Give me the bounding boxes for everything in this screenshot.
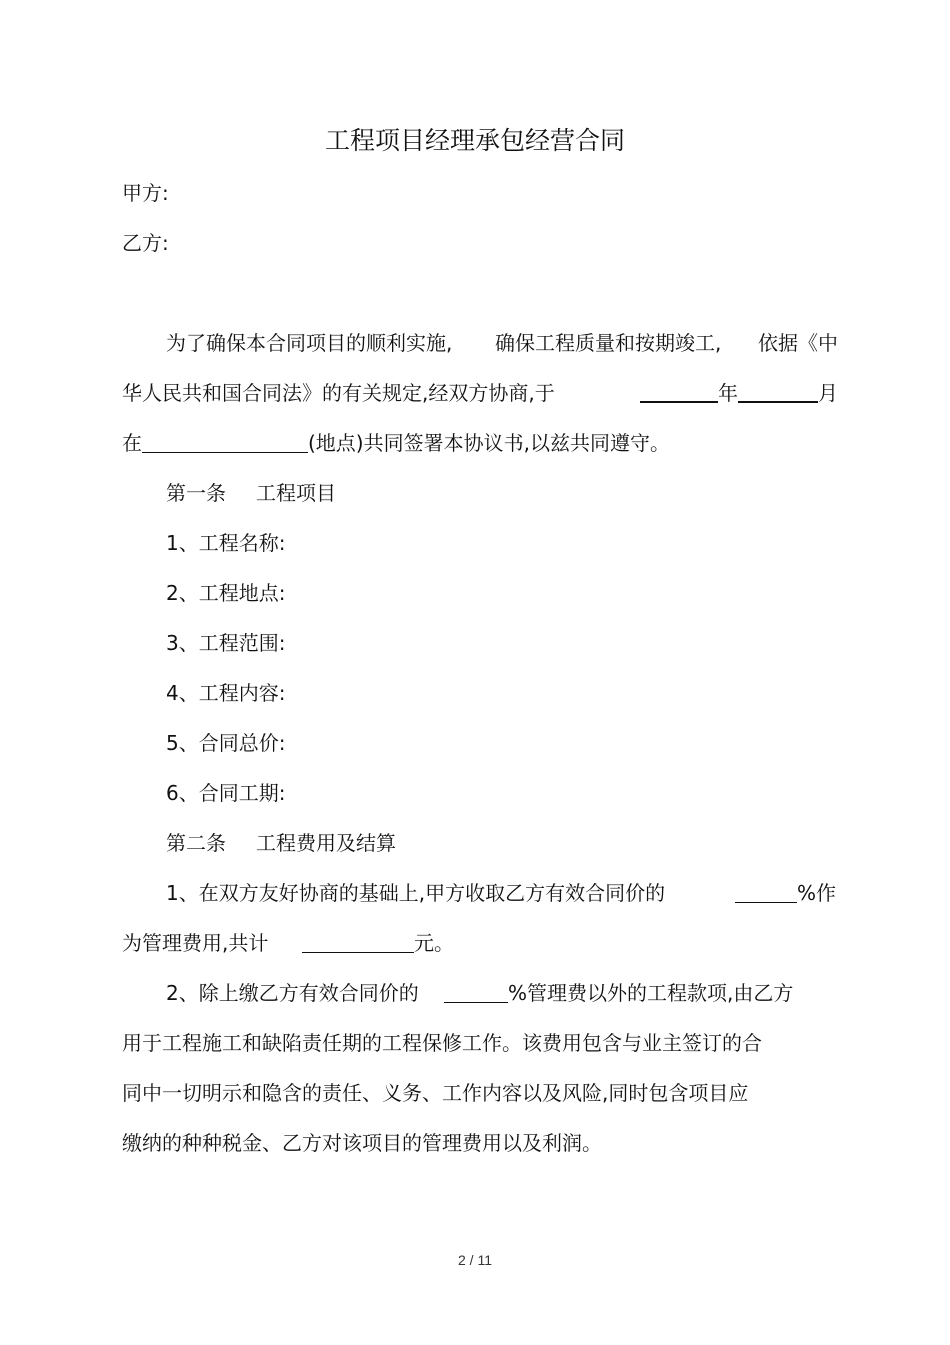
article-2-number: 第二条 [166,831,226,855]
article-2-p2-line-1 [166,980,419,1006]
article-2-text: 为管理费用,共计 [122,931,269,955]
party-b-label: 乙方: [122,231,169,255]
page-number: 2 / 11 [458,1252,492,1268]
article-2-p1-line-2 [122,930,268,956]
article-2-text: %作 [797,881,837,905]
article-2-p2-line-4: 缴纳的种种税金、乙方对该项目的管理费用以及利润。 [122,1131,602,1155]
month-label: 月 [818,381,838,405]
article-2-p2-line-1b [444,980,793,1006]
article-1-heading: 工程项目 [256,481,336,505]
article-2-text: 2、除上缴乙方有效合同价的 [166,981,419,1005]
article-2-p1-line-1b [735,880,836,906]
article-2-p1-line-1 [166,880,665,906]
intro-line-2-date [640,380,838,406]
intro-text: 华人民共和国合同法》的有关规定,经双方协商,于 [122,381,555,405]
intro-line-3 [122,430,670,456]
intro-text: (地点)共同签署本协议书,以兹共同遵守。 [308,431,670,455]
year-blank[interactable] [640,381,718,403]
article-2-p2-line-2: 用于工程施工和缺陷责任期的工程保修工作。该费用包含与业主签订的合 [122,1031,762,1055]
article-1-item: 2、工程地点: [166,581,286,605]
article-2-text: 1、在双方友好协商的基础上,甲方收取乙方有效合同价的 [166,881,666,905]
intro-text: 确保工程质量和按期竣工, [495,331,722,355]
article-1-item: 4、工程内容: [166,681,286,705]
article-1-item: 1、工程名称: [166,531,286,555]
intro-text: 为了确保本合同项目的顺利实施, [166,331,453,355]
document-title: 工程项目经理承包经营合同 [324,126,625,155]
mgmt-percent-blank[interactable] [444,982,508,1003]
intro-line-2 [122,380,555,406]
location-blank[interactable] [142,432,308,453]
article-2-p1-line-2b [302,930,454,956]
article-1-item: 6、合同工期: [166,781,286,805]
month-blank[interactable] [738,381,818,403]
article-1-item: 3、工程范围: [166,631,286,655]
intro-line-1c [758,330,838,356]
article-2-text: %管理费以外的工程款项,由乙方 [508,981,794,1005]
intro-line-1b [495,330,721,356]
intro-line-1 [166,330,452,356]
article-2-heading: 工程费用及结算 [256,831,396,855]
intro-text: 依据《中 [758,331,838,355]
article-2-text: 元。 [414,931,454,955]
fee-amount-blank[interactable] [302,932,414,953]
article-1-number: 第一条 [166,481,226,505]
fee-percent-blank[interactable] [735,882,797,903]
party-a-label: 甲方: [122,181,169,205]
article-2-p2-line-3: 同中一切明示和隐含的责任、义务、工作内容以及风险,同时包含项目应 [122,1081,749,1105]
intro-text: 在 [122,431,142,455]
year-label: 年 [718,381,738,405]
article-1-item: 5、合同总价: [166,731,286,755]
